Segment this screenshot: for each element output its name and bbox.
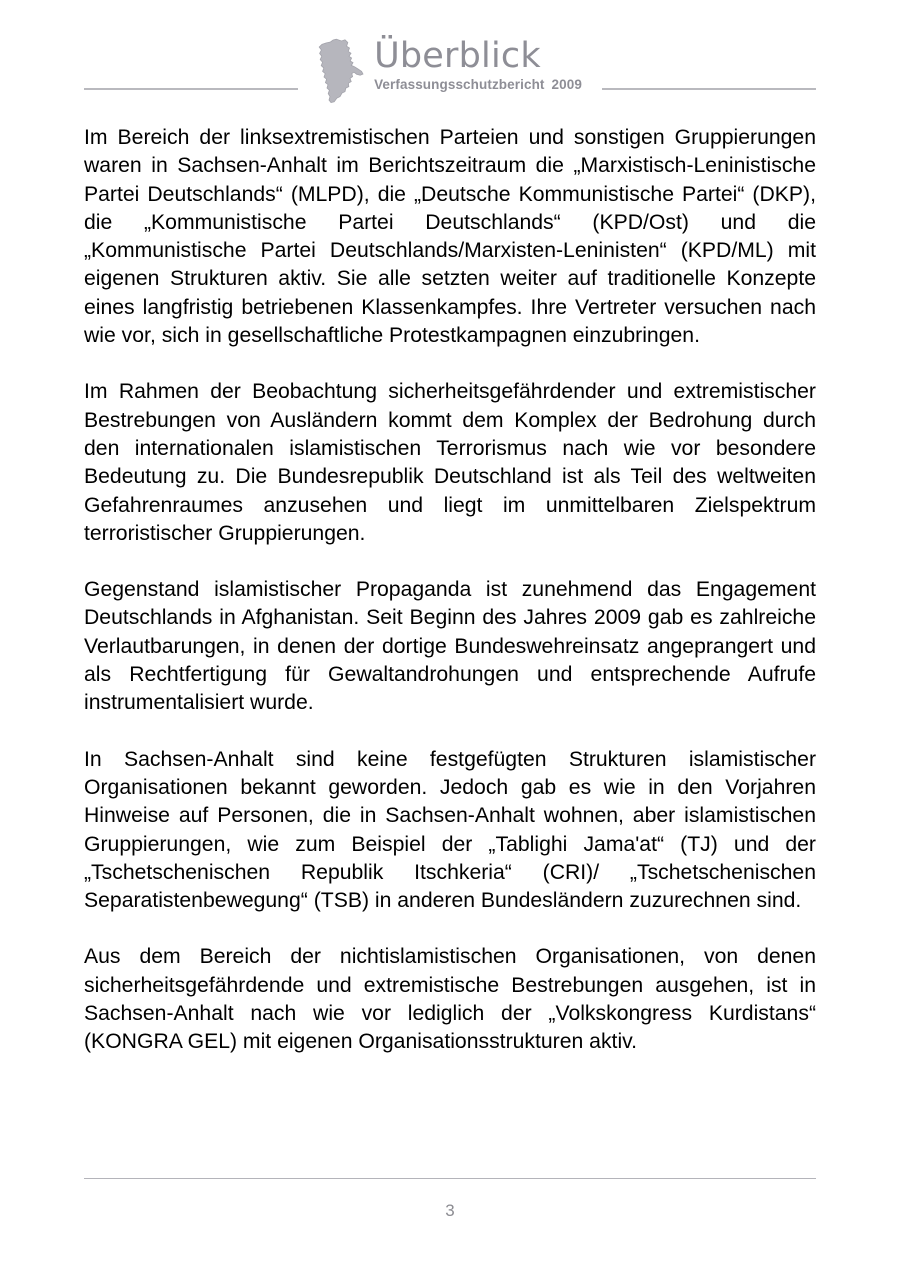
header-inner — [84, 34, 816, 104]
header-rule-left — [84, 88, 298, 90]
body-paragraph: Aus dem Bereich der nichtislamistischen Organisationen, von denen sicherheitsgefährdende und extremistische Bestrebungen ausgehen, ist in Sachsen-Anhalt nach wie vor lediglich der „Volkskongress Kurdistans“ (KONGRA GEL) mit eigenen Organisationsstrukturen aktiv. — [84, 945, 816, 1054]
report-subtitle-label: Verfassungsschutzbericht — [374, 77, 545, 92]
document-body — [84, 124, 816, 1057]
report-year: 2009 — [551, 77, 582, 92]
body-paragraph: Gegenstand islamistischer Propaganda ist zunehmend das Engagement Deutschlands in Afghanistan. Seit Beginn des Jahres 2009 gab es zahlreiche Verlautbarungen, in denen der dortige Bundeswehreinsatz angeprangert und als Rechtfertigung für Gewaltandrohungen und entsprechende Aufrufe instrumentalisiert wurde. — [84, 578, 816, 715]
page-header — [0, 0, 900, 112]
report-subtitle — [374, 76, 582, 93]
saxony-anhalt-map-icon — [318, 38, 364, 104]
body-paragraph: In Sachsen-Anhalt sind keine festgefügten Strukturen islamistischer Organisationen bekannt geworden. Jedoch gab es wie in den Vorjahren Hinweise auf Personen, die in Sachsen-Anhalt wohnen, aber islamistischen Gruppierungen, wie zum Beispiel der „Tablighi Jama'at“ (TJ) und der „Tschetschenischen Republik Itschkeria“ (CRI)/ „Tschetschenischen Separatistenbewegung“ (TSB) in anderen Bundesländern zuzurechnen sind. — [84, 747, 816, 913]
footer-rule — [84, 1178, 816, 1179]
brand-text — [374, 37, 582, 93]
brand-block — [316, 37, 584, 104]
header-rule-right — [602, 88, 816, 90]
page-number: 3 — [445, 1201, 455, 1220]
body-paragraph: Im Bereich der linksextremistischen Parteien und sonstigen Gruppierungen waren in Sachsen-Anhalt im Berichtszeitraum die „Marxistisch-Leninistische Partei Deutschlands“ (MLPD), die „Deutsche Kommunistische Partei“ (DKP), die „Kommunistische Partei Deutschlands“ (KPD/Ost) und die „Kommunistische Partei Deutschlands/Marxisten-Leninisten“ (KPD/ML) mit eigenen Strukturen aktiv. Sie alle setzten weiter auf traditionelle Konzepte eines langfristig betriebenen Klassenkampfes. Ihre Vertreter versuchen nach wie vor, sich in gesellschaftliche Protestkampagnen einzubringen. — [84, 126, 816, 348]
report-title: Überblick — [374, 36, 541, 76]
page-footer — [84, 1178, 816, 1221]
body-paragraph: Im Rahmen der Beobachtung sicherheitsgefährdender und extremistischer Bestrebungen von Ausländern kommt dem Komplex der Bedrohung durch den internationalen islamistischen Terrorismus nach wie vor besondere Bedeutung zu. Die Bundesrepublik Deutschland ist als Teil des weltweiten Gefahrenraumes anzusehen und liegt im unmittelbaren Zielspektrum terroristischer Gruppierungen. — [84, 380, 816, 545]
